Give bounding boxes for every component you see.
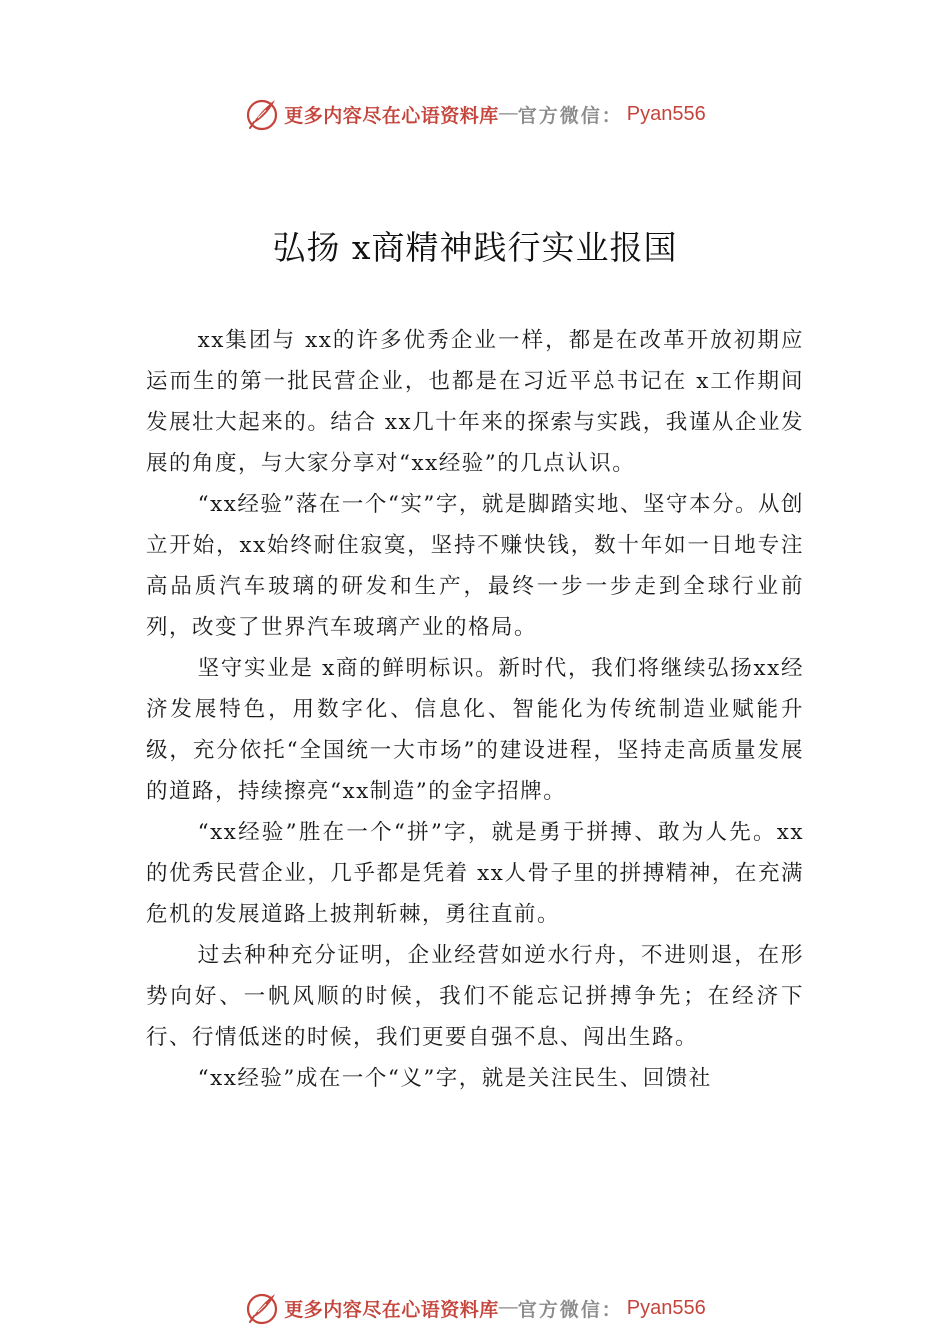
document-title: 弘扬 x商精神践行实业报国	[272, 228, 678, 268]
watermark-header	[0, 92, 950, 136]
watermark-wechat-label: 官方微信：	[517, 104, 623, 127]
watermark-site-name: 更多内容尽在心语资料库	[284, 1298, 499, 1321]
paragraph-5: 过去种种充分证明，企业经营如逆水行舟，不进则退，在形势向好、一帆风顺的时候，我们不能忘记拼搏争先；在经济下行、行情低迷的时候，我们更要自强不息、闯出生路。	[146, 943, 804, 1050]
watermark-wechat-id: Pyan556	[626, 102, 706, 125]
paragraph-4: “xx经验”胜在一个“拼”字，就是勇于拼搏、敢为人先。xx的优秀民营企业，几乎都是凭着 xx人骨子里的拼搏精神，在充满危机的发展道路上披荆斩棘，勇往直前。	[146, 820, 804, 927]
watermark-site-name: 更多内容尽在心语资料库	[284, 104, 499, 127]
paragraph-2: “xx经验”落在一个“实”字，就是脚踏实地、坚守本分。从创立开始，xx始终耐住寂寞，坚持不赚快钱，数十年如一日地专注高品质汽车玻璃的研发和生产，最终一步一步走到全球行业前列，改变了世界汽车玻璃产业的格局。	[146, 492, 804, 640]
watermark-dash: —	[498, 103, 518, 124]
watermark-dash: —	[498, 1297, 518, 1318]
watermark-wechat-label: 官方微信：	[517, 1298, 623, 1321]
watermark-wechat-id: Pyan556	[626, 1296, 706, 1319]
paragraph-6: “xx经验”成在一个“义”字，就是关注民生、回馈社	[197, 1066, 712, 1091]
quill-pen-logo-icon	[244, 96, 280, 132]
document-body	[146, 320, 804, 1099]
quill-pen-logo-icon	[244, 1290, 280, 1326]
watermark-footer	[0, 1286, 950, 1330]
paragraph-3: 坚守实业是 x商的鲜明标识。新时代，我们将继续弘扬xx经济发展特色，用数字化、信息化、智能化为传统制造业赋能升级，充分依托“全国统一大市场”的建设进程，坚持走高质量发展的道路，持续擦亮“xx制造”的金字招牌。	[146, 656, 804, 804]
paragraph-1: xx集团与 xx的许多优秀企业一样，都是在改革开放初期应运而生的第一批民营企业，也都是在习近平总书记在 x工作期间发展壮大起来的。结合 xx几十年来的探索与实践，我谨从企业发展的角度，与大家分享对“xx经验”的几点认识。	[146, 328, 804, 476]
